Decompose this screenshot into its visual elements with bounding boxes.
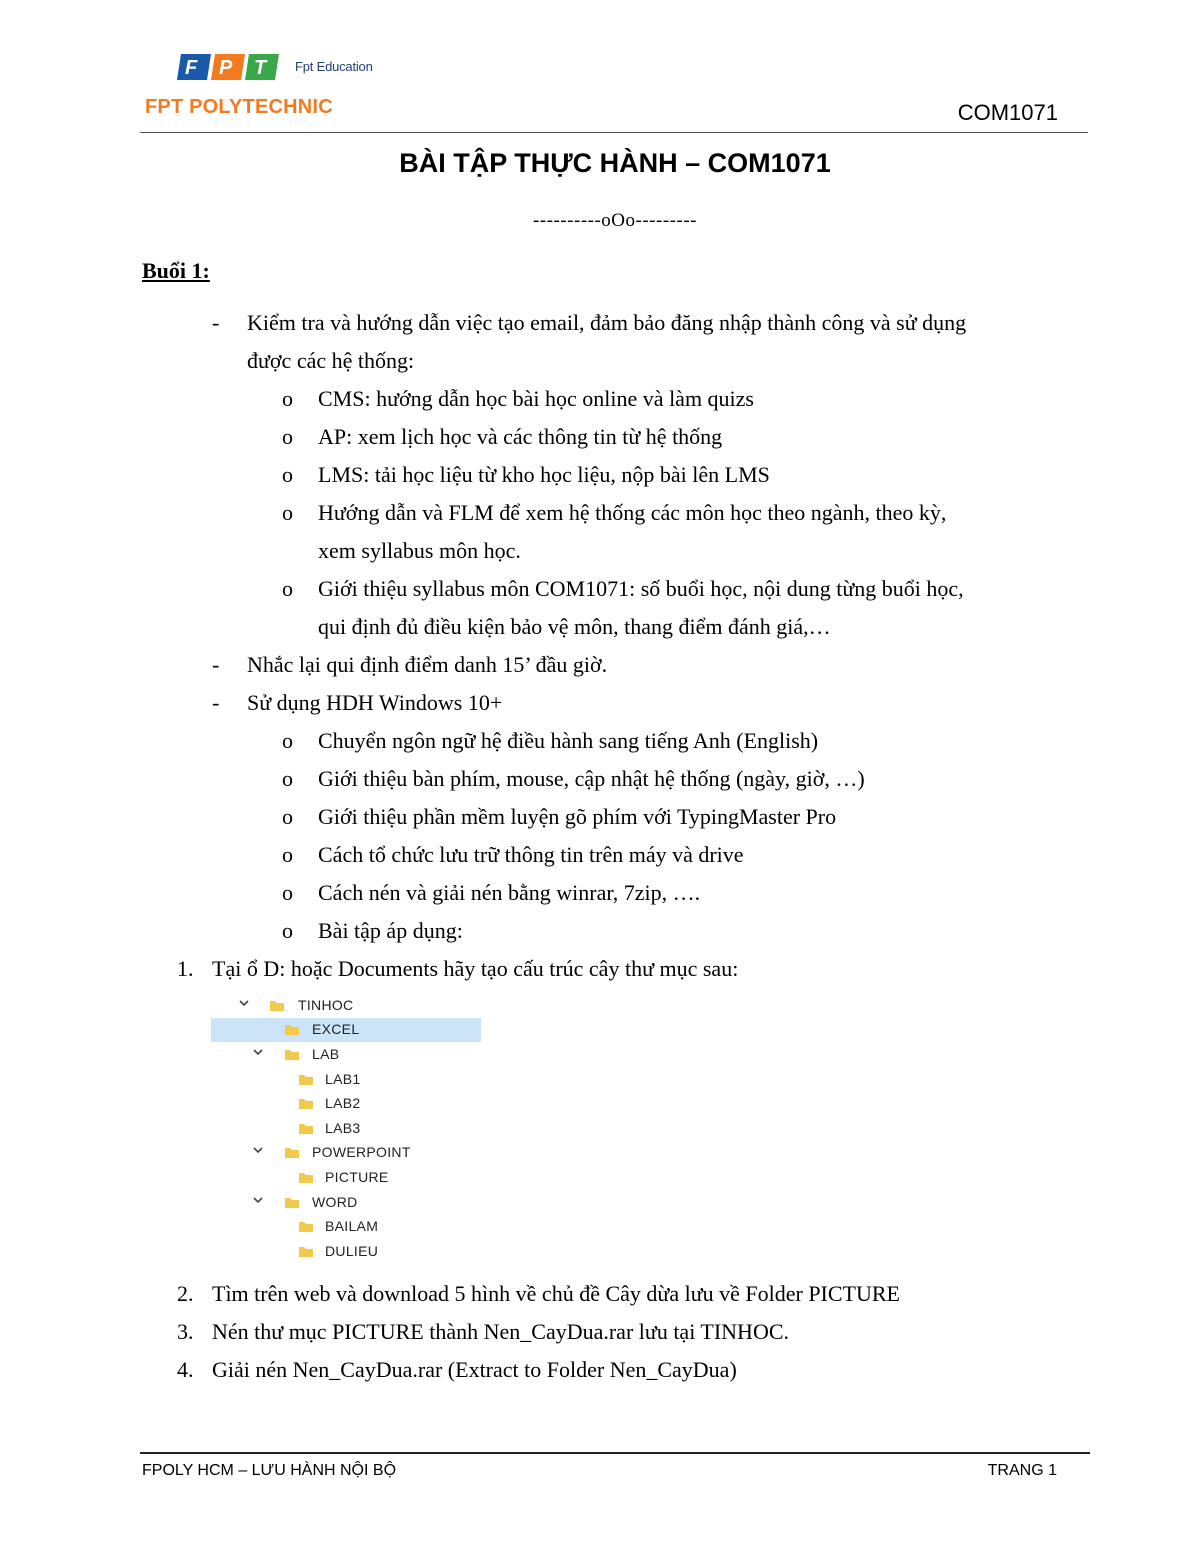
tree-node[interactable] — [211, 1141, 481, 1165]
sub-list-item: Giới thiệu syllabus môn COM1071: số buổi học, nội dung từng buổi học, — [318, 576, 964, 601]
fpt-logo-icon — [175, 52, 285, 82]
numbered-item: Giải nén Nen_CayDua.rar (Extract to Folder Nen_CayDua) — [212, 1357, 737, 1382]
folder-icon — [269, 999, 285, 1012]
sub-list-item: Hướng dẫn và FLM để xem hệ thống các môn học theo ngành, theo kỳ, — [318, 500, 947, 525]
folder-icon — [298, 1073, 314, 1086]
numbered-item-number: 3. — [177, 1319, 194, 1344]
circle-marker: o — [282, 576, 293, 601]
tree-node-label: DULIEU — [325, 1243, 379, 1259]
tree-node[interactable] — [211, 994, 481, 1018]
circle-marker: o — [282, 842, 293, 867]
tree-node-label: BAILAM — [325, 1218, 379, 1234]
header-course-code: COM1071 — [957, 100, 1058, 125]
tree-node[interactable] — [211, 1068, 481, 1092]
brand-name: FPT POLYTECHNIC — [145, 96, 333, 118]
svg-text:T: T — [254, 57, 267, 79]
footer-left-text: FPOLY HCM – LƯU HÀNH NỘI BỘ — [142, 1462, 397, 1479]
numbered-item: Tại ổ D: hoặc Documents hãy tạo cấu trúc cây thư mục sau: — [212, 956, 739, 981]
folder-icon — [298, 1245, 314, 1258]
tree-node-label: LAB3 — [325, 1120, 361, 1136]
numbered-item-number: 2. — [177, 1281, 194, 1306]
sub-list-item: Cách tổ chức lưu trữ thông tin trên máy và drive — [318, 842, 744, 867]
svg-text:P: P — [219, 57, 233, 79]
folder-icon — [284, 1146, 300, 1159]
chevron-down-icon[interactable] — [251, 1143, 265, 1157]
tree-node[interactable] — [211, 1043, 481, 1067]
sub-list-item: Chuyển ngôn ngữ hệ điều hành sang tiếng Anh (English) — [318, 728, 819, 753]
list-item: Kiểm tra và hướng dẫn việc tạo email, đảm bảo đăng nhập thành công và sử dụng — [247, 310, 967, 335]
tree-node[interactable] — [211, 1018, 481, 1042]
tree-node-label: WORD — [312, 1194, 358, 1210]
sub-list-item-continuation: qui định đủ điều kiện bảo vệ môn, thang điểm đánh giá,… — [318, 614, 831, 639]
sub-list-item: CMS: hướng dẫn học bài học online và làm quizs — [318, 386, 754, 411]
sub-list-item: Giới thiệu phần mềm luyện gõ phím với TypingMaster Pro — [318, 804, 837, 829]
circle-marker: o — [282, 500, 293, 525]
sub-list-item: Giới thiệu bàn phím, mouse, cập nhật hệ thống (ngày, giờ, …) — [318, 766, 865, 791]
circle-marker: o — [282, 804, 293, 829]
sub-list-item: AP: xem lịch học và các thông tin từ hệ thống — [318, 424, 723, 449]
chevron-down-icon[interactable] — [251, 1045, 265, 1059]
circle-marker: o — [282, 728, 293, 753]
sub-list-item: Cách nén và giải nén bằng winrar, 7zip, …. — [318, 880, 701, 905]
sub-list-item-continuation: xem syllabus môn học. — [318, 538, 521, 563]
circle-marker: o — [282, 424, 293, 449]
folder-icon — [298, 1220, 314, 1233]
list-item-continuation: được các hệ thống: — [247, 348, 415, 373]
numbered-item: Nén thư mục PICTURE thành Nen_CayDua.rar lưu tại TINHOC. — [212, 1319, 790, 1344]
dash-marker: - — [212, 690, 220, 715]
circle-marker: o — [282, 462, 293, 487]
tree-node[interactable] — [211, 1240, 481, 1264]
numbered-item-number: 1. — [177, 956, 194, 981]
tree-node-label: LAB2 — [325, 1095, 361, 1111]
header-divider — [140, 132, 1088, 133]
list-item: Sử dụng HDH Windows 10+ — [247, 690, 503, 715]
fpt-logo — [145, 50, 373, 122]
folder-icon — [298, 1122, 314, 1135]
svg-text:F: F — [185, 57, 198, 79]
tree-node[interactable] — [211, 1215, 481, 1239]
footer-divider — [140, 1452, 1090, 1454]
tree-node-label: PICTURE — [325, 1169, 389, 1185]
circle-marker: o — [282, 918, 293, 943]
tree-node-label: POWERPOINT — [312, 1144, 411, 1160]
folder-tree — [211, 994, 481, 1264]
folder-icon — [298, 1171, 314, 1184]
tree-node-label: EXCEL — [312, 1021, 360, 1037]
page-title: BÀI TẬP THỰC HÀNH – COM1071 — [399, 148, 831, 178]
tree-node[interactable] — [211, 1191, 481, 1215]
numbered-item-number: 4. — [177, 1357, 194, 1382]
folder-icon — [284, 1023, 300, 1036]
tree-node[interactable] — [211, 1092, 481, 1116]
dash-marker: - — [212, 652, 220, 677]
tree-node[interactable] — [211, 1117, 481, 1141]
sub-list-item: LMS: tải học liệu từ kho học liệu, nộp bài lên LMS — [318, 462, 770, 487]
tree-node[interactable] — [211, 1166, 481, 1190]
sub-list-item: Bài tập áp dụng: — [318, 918, 463, 943]
folder-icon — [298, 1097, 314, 1110]
list-item: Nhắc lại qui định điểm danh 15’ đầu giờ. — [247, 652, 608, 677]
circle-marker: o — [282, 766, 293, 791]
session-heading: Buổi 1: — [142, 258, 210, 283]
logo-subtitle: Fpt Education — [295, 59, 373, 74]
folder-icon — [284, 1196, 300, 1209]
tree-node-label: LAB — [312, 1046, 340, 1062]
chevron-down-icon[interactable] — [251, 1193, 265, 1207]
circle-marker: o — [282, 880, 293, 905]
dash-marker: - — [212, 310, 220, 335]
page-number: TRANG 1 — [987, 1462, 1057, 1479]
title-separator: ----------oOo--------- — [533, 210, 697, 231]
chevron-down-icon[interactable] — [237, 996, 251, 1010]
folder-icon — [284, 1048, 300, 1061]
numbered-item: Tìm trên web và download 5 hình về chủ đề Cây dừa lưu về Folder PICTURE — [212, 1281, 900, 1306]
tree-node-label: TINHOC — [298, 997, 354, 1013]
tree-node-label: LAB1 — [325, 1071, 361, 1087]
circle-marker: o — [282, 386, 293, 411]
